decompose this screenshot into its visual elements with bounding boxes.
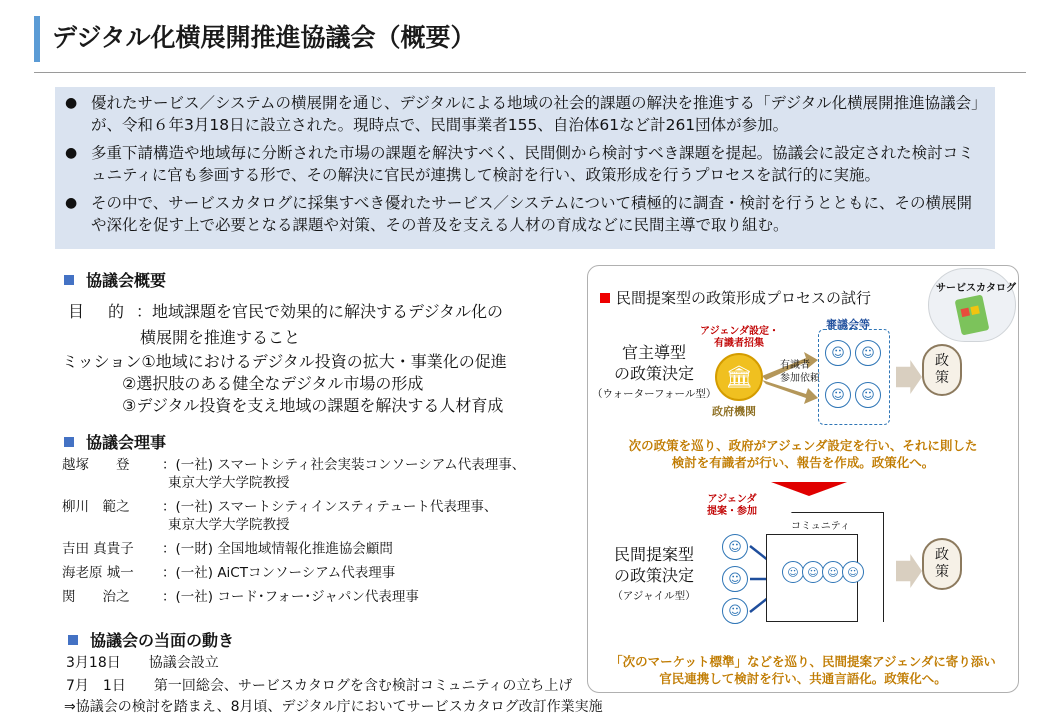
private-led-description [592,653,1014,687]
policy-badge [922,344,962,396]
overview-heading [64,268,166,291]
person-icon: ☺ [722,534,748,560]
person-icon: ☺ [825,340,851,366]
square-bullet-icon [64,437,74,447]
directors-heading [64,430,166,453]
directors-heading-text: 協議会理事 [86,433,167,452]
policy-char: 政 [935,353,949,369]
summary-text: その中で、サービスカタログに採集すべき優れたサービス／システムについて積極的に調査・検討を行うとともに、その横展開や深化を促す上で必要となる課題や対策、その普及を支える人材の育成などに民間主導で取り組む。 [91,194,973,234]
process-title-text: 民間提案型の政策形成プロセスの試行 [616,289,872,307]
person-icon: ☺ [722,566,748,592]
person-icon: ☺ [855,340,881,366]
agenda-propose-line1: アジェンダ [707,494,757,505]
mission-item: ③デジタル投資を支え地域の課題を解決する人材育成 [122,396,504,415]
summary-bullet [65,192,985,236]
private-led-label [604,544,704,586]
movement-item: 7月 1日 第一回総会、サービスカタログを含む検討コミュニティの立ち上げ [66,678,573,694]
community-label: コミュニティ [791,521,850,532]
gov-led-line2: の政策決定 [613,364,694,383]
policy-badge [922,538,962,590]
director-entry [62,564,395,582]
private-note-line1: 「次のマーケット標準」などを巡り、民間提案アジェンダに寄り添い [610,654,996,669]
expert-request-note [780,359,820,385]
policy-char: 策 [935,370,949,386]
director-role: ：(一社) AiCTコンソーシアム代表理事 [162,565,396,581]
bullet-dot-icon: ● [65,145,78,161]
process-title [600,287,871,308]
mission [62,351,507,417]
person-icon: ☺ [855,382,881,408]
summary-bullet [65,142,985,186]
agenda-setting-note [700,326,778,350]
mission-item: ②選択肢のある健全なデジタル市場の形成 [122,374,424,393]
gov-led-label [604,342,704,384]
director-name: 吉田 真貴子 [62,541,134,557]
gov-led-line1: 官主導型 [621,343,686,362]
private-note-line2: 官民連携して検討を行い、共通言語化。政策化へ。 [659,671,947,686]
movement-item: 3月18日 協議会設立 [66,655,219,671]
director-role: ：(一財) 全国地域情報化推進協会顧問 [162,541,393,557]
policy-char: 策 [935,564,949,580]
director-name: 海老原 城一 [62,565,134,581]
gov-note-line1: 次の政策を巡り、政府がアジェンダ設定を行い、それに則した [628,438,978,453]
summary-bullet [65,92,985,136]
director-entry [62,456,525,492]
square-bullet-icon [68,635,78,645]
bullet-dot-icon: ● [65,95,78,111]
summary-box [55,87,995,249]
government-agency-icon: 🏛 [715,353,763,401]
director-role-sub: 東京大学大学院教授 [168,517,290,533]
agenda-propose-note [700,494,764,518]
title-divider [34,72,1026,73]
summary-text: 優れたサービス／システムの横展開を通じ、デジタルによる地域の社会的課題の解決を推進する「デジタル化横展開推進協議会」が、令和６年3月18日に設立された。現時点で、民間事業者155、自治体61など計261団体が参加。 [91,94,979,134]
catalog-label: サービスカタログ [936,283,1016,294]
summary-text: 多重下請構造や地域毎に分断された市場の課題を解決すべく、民間側から検討すべき課題を提起。協議会に設定された検討コミュニティに官も参画する形で、その解決に官民が連携して検討を行い、政策形成を行うプロセスを試行的に実施。 [91,144,974,184]
overview-heading-text: 協議会概要 [86,271,167,290]
expert-line1: 有識者 [780,360,810,371]
gov-note-line2: 検討を有識者が行い、報告を作成。政策化へ。 [671,455,935,470]
director-name: 柳川 範之 [62,499,130,515]
person-icon: ☺ [842,561,864,583]
title-accent-bar [34,16,40,62]
director-role: ：(一社) コード･フォー･ジャパン代表理事 [162,589,419,605]
agenda-propose-line2: 提案・参加 [707,506,757,517]
purpose-line1: ：地域課題を官民で効果的に解決するデジタル化の [136,302,504,321]
council-label: 審議会等 [826,318,870,331]
director-name: 関 治之 [62,589,130,605]
private-led-sub: （アジャイル型） [612,590,696,602]
person-icon: ☺ [802,561,824,583]
director-name: 越塚 登 [62,457,130,473]
agenda-setting-line1: アジェンダ設定・ [700,326,779,337]
purpose-line2: 横展開を推進すること [140,328,301,347]
square-bullet-icon [64,275,74,285]
council-box [818,329,890,425]
director-entry [62,498,497,534]
movement-item: ⇒協議会の検討を踏まえ、8月頃、デジタル庁においてサービスカタログ改訂作業実施 [64,699,603,715]
director-role-sub: 東京大学大学院教授 [168,475,290,491]
gov-led-sub: （ウォーターフォール型） [592,388,717,400]
page-title: デジタル化横展開推進協議会（概要） [52,23,476,52]
movements-heading [68,628,234,651]
person-icon: ☺ [825,382,851,408]
expert-line2: 参加依頼 [780,373,820,384]
red-square-icon [600,293,610,303]
director-entry [62,588,419,606]
director-role: ：(一社) スマートシティインスティテュート代表理事、 [162,499,498,515]
purpose-label: 目 的 [68,302,129,321]
policy-char: 政 [935,547,949,563]
private-line1: 民間提案型 [613,545,694,564]
gov-led-description [596,437,1010,471]
purpose [68,299,503,351]
mission-label: ミッション [62,352,142,371]
director-role: ：(一社) スマートシティ社会実装コンソーシアム代表理事、 [162,457,526,473]
private-line2: の政策決定 [613,566,694,585]
gov-agency-label: 政府機関 [712,405,756,418]
movements-heading-text: 協議会の当面の動き [90,631,235,650]
bullet-dot-icon: ● [65,195,78,211]
director-entry [62,540,393,558]
mission-item: ①地域におけるデジタル投資の拡大・事業化の促進 [141,352,507,371]
agenda-setting-line2: 有識者招集 [714,338,764,349]
person-icon: ☺ [822,561,844,583]
person-icon: ☺ [782,561,804,583]
person-icon: ☺ [722,598,748,624]
